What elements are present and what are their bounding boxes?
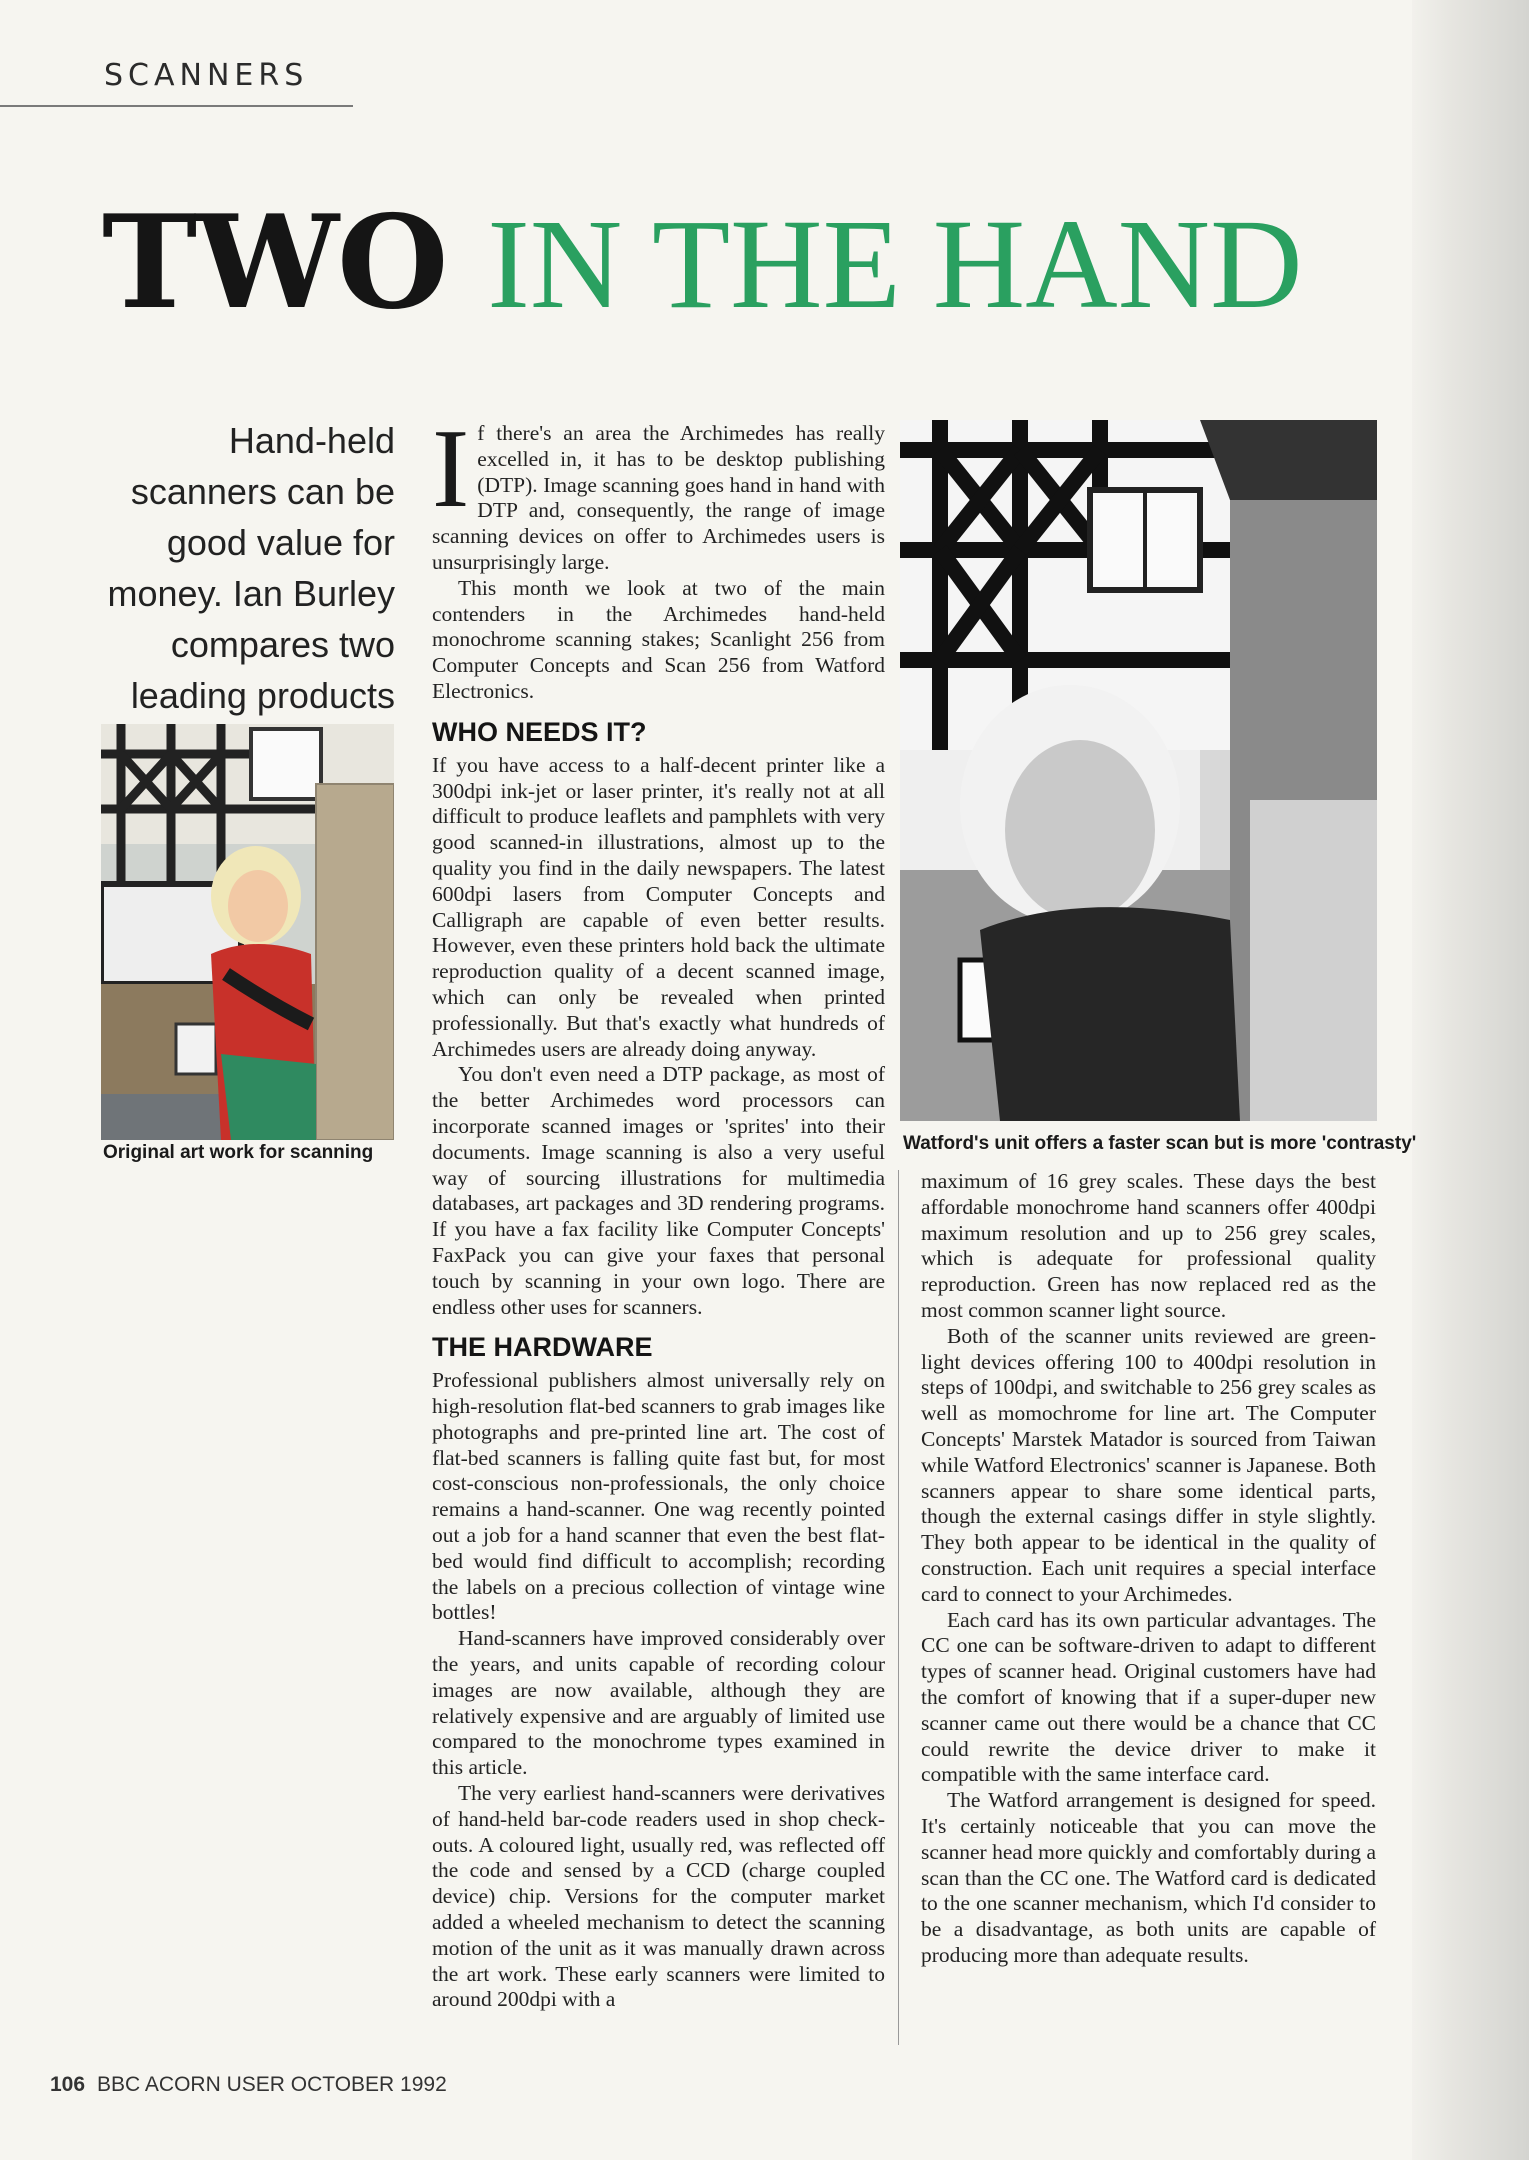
intro-text: f there's an area the Archimedes has really excelled in, it has to be desktop publishing (DTP). Image scanning goes hand in hand with DTP and, consequently, the range of image scanning devices on offer to Archimedes users is unsurprisingly large. <box>432 421 885 574</box>
paragraph: Hand-scanners have improved considerably over the years, and units capable of recording colour images are now available, although they are relatively expensive and are arguably of limited use compared to the monochrome types examined in this article. <box>432 1626 885 1780</box>
column-rule <box>898 1170 899 2045</box>
headline <box>102 188 1303 338</box>
caption-small-photo: Original art work for scanning <box>103 1142 374 1163</box>
section-rule <box>0 105 353 107</box>
paragraph: maximum of 16 grey scales. These days the best affordable monochrome hand scanners offer 400dpi maximum resolution and up to 256 grey scales, which is adequate for professional quality reproduction. Green has now replaced red as the most common scanner light source. <box>921 1169 1376 1322</box>
photo-girl-colour-image <box>101 724 394 1140</box>
folio-text: BBC ACORN USER OCTOBER 1992 <box>97 2073 447 2096</box>
intro-paragraph <box>432 407 885 576</box>
paragraph: The Watford arrangement is designed for speed. It's certainly noticeable that you can move the scanner head more quickly and comfortably during a scan than the CC one. The Watford card is dedicated to the one scanner mechanism, which I'd consider to be a disadvantage, as both units are capable of producing more than adequate results. <box>921 1788 1376 1967</box>
paragraph: Professional publishers almost universally rely on high-resolution flat-bed scanners to grab images like photographs and pre-printed line art. The cost of flat-bed scanners is falling quite fast but, for most cost-conscious non-professionals, the only choice remains a hand-scanner. One wag recently pointed out a job for a hand scanner that even the best flat-bed would find difficult to accomplish; recording the labels on a precious collection of vintage wine bottles! <box>432 1368 885 1625</box>
paragraph: The very earliest hand-scanners were derivatives of hand-held bar-code readers used in shop check-outs. A coloured light, usually red, was reflected off the code and sensed by a CCD (charge coupled device) chip. Versions for the computer market added a wheeled mechanism to detect the scanning motion of the unit as it was manually drawn across the art work. These early scanners were limited to around 200dpi with a <box>432 1781 885 2012</box>
paragraph: Each card has its own particular advantages. The CC one can be software-driven to adapt to different types of scanner head. Original customers have had the comfort of knowing that if a super-duper new scanner came out there would be a chance that CC could rewrite the device driver to make it compatible with the same interface card. <box>921 1607 1376 1787</box>
page-number: 106 <box>50 2073 86 2096</box>
headline-green: IN THE HAND <box>487 193 1303 335</box>
paragraph: You don't even need a DTP package, as most of the better Archimedes word processors can incorporate scanned images or 'sprites' into their documents. Image scanning is also a very useful way of sourcing illustrations for multimedia databases, art packages and 3D rendering programs. If you have a fax facility like Computer Concepts' FaxPack you can give your faxes that personal touch by scanning in your own logo. There are endless other uses for scanners. <box>432 1062 885 1319</box>
section-label: SCANNERS <box>104 58 309 93</box>
photo-watford-scan <box>900 420 1377 1121</box>
article-column-2 <box>921 1169 1376 1969</box>
page-gutter-shadow <box>1412 0 1529 2160</box>
subhead-who-needs-it: WHO NEEDS IT? <box>432 716 647 747</box>
standfirst: Hand-held scanners can be good value for money. Ian Burley compares two leading products <box>107 420 395 716</box>
photo-original-artwork <box>101 724 394 1140</box>
photo-girl-scanned-bw-image <box>900 420 1377 1121</box>
headline-bold: TWO <box>102 188 447 338</box>
folio <box>50 2073 447 2097</box>
article-column-1 <box>432 407 885 2013</box>
subhead-the-hardware: THE HARDWARE <box>432 1332 653 1363</box>
paragraph: This month we look at two of the main contenders in the Archimedes hand-held monochrome scanning stakes; Scanlight 256 from Computer Concepts and Scan 256 from Watford Electronics. <box>432 575 885 703</box>
caption-large-photo: Watford's unit offers a faster scan but is more 'contrasty' <box>903 1133 1417 1154</box>
paragraph: If you have access to a half-decent printer like a 300dpi ink-jet or laser printer, it's really not at all difficult to produce leaflets and pamphlets with very good scanned-in illustrations, almost up to the quality you find in the daily newspapers. The latest 600dpi lasers from Computer Concepts and Calligraph are capable of even better results. However, even these printers hold back the ultimate reproduction quality of a decent scanned image, which can only be revealed when printed professionally. But that's exactly what hundreds of Archimedes users are already doing anyway. <box>432 752 885 1061</box>
paragraph: Both of the scanner units reviewed are green-light devices offering 100 to 400dpi resolution in steps of 100dpi, and switchable to 256 grey scales as well as momochrome for line art. The Computer Concepts' Marstek Matador is sourced from Taiwan while Watford Electronics' scanner is Japanese. Both scanners appear to share some identical parts, though the external casings differ in style slightly. They both appear to be identical in the quality of construction. Each unit requires a special interface card to connect to your Archimedes. <box>921 1323 1376 1606</box>
drop-cap: I <box>432 407 470 531</box>
